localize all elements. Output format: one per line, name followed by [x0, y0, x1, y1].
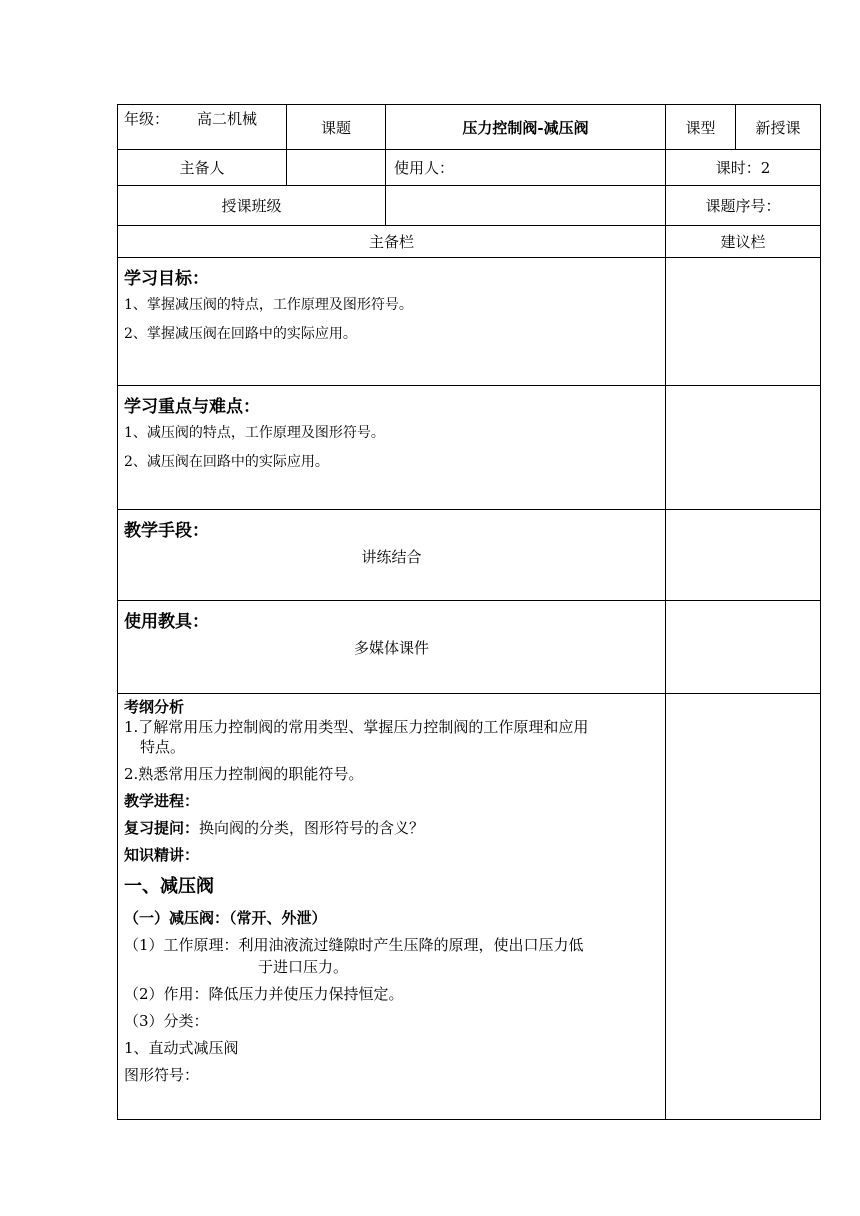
symbol-line: 图形符号：: [124, 1066, 200, 1084]
user-label: 使用人：: [386, 150, 666, 186]
key-point-item: 1、减压阀的特点，工作原理及图形符号。: [124, 425, 385, 441]
suggest-cell: [666, 258, 821, 386]
period-label: 课时：2: [666, 150, 821, 186]
suggest-cell: [666, 601, 821, 694]
preparer-row: [118, 150, 821, 186]
sub-title: （一）减压阀：（常开、外泄）: [124, 909, 327, 927]
function-line: （2）作用：降低压力并使压力保持恒定。: [124, 985, 404, 1003]
preparer-label: 主备人: [118, 150, 287, 186]
objective-item: 2、掌握减压阀在回路中的实际应用。: [124, 326, 357, 342]
key-points-row: [118, 386, 821, 510]
process-title: 教学进程：: [124, 792, 200, 810]
tools-title: 使用教具：: [124, 612, 209, 632]
column-header-row: [118, 226, 821, 258]
review-text: 换向阀的分类，图形符号的含义？: [199, 819, 425, 837]
topic-value: 压力控制阀-减压阀: [386, 105, 666, 150]
exam-item-2: 2.熟悉常用压力控制阀的职能符号。: [124, 765, 364, 783]
grade-value: 高二机械: [197, 110, 258, 128]
suggest-cell: [666, 510, 821, 601]
lesson-plan-table: [117, 104, 821, 1120]
classification-line: （3）分类：: [124, 1012, 209, 1030]
principle-line: （1）工作原理：利用油液流过缝隙时产生压降的原理，使出口压力低: [124, 936, 584, 954]
key-points-section: [118, 386, 666, 510]
objective-item: 1、掌握减压阀的特点，工作原理及图形符号。: [124, 297, 413, 313]
section-title: 一、减压阀: [124, 876, 214, 897]
objectives-row: [118, 258, 821, 386]
sequence-label: 课题序号：: [666, 186, 821, 226]
exam-item-1-cont: 特点。: [140, 738, 186, 756]
objectives-section: [118, 258, 666, 386]
objectives-title: 学习目标：: [124, 269, 209, 289]
suggest-cell: [666, 386, 821, 510]
header-row: [118, 105, 821, 150]
key-points-title: 学习重点与难点：: [124, 397, 260, 417]
key-point-item: 2、减压阀在回路中的实际应用。: [124, 454, 329, 470]
tools-section: [118, 601, 666, 694]
class-label: 授课班级: [118, 186, 386, 226]
grade-cell: [118, 105, 287, 150]
suggest-column-header: 建议栏: [666, 226, 821, 258]
means-row: [118, 510, 821, 601]
direct-acting-line: 1、直动式减压阀: [124, 1039, 239, 1057]
knowledge-title: 知识精讲：: [124, 846, 200, 864]
main-content: [118, 694, 666, 1120]
type-label: 课型: [666, 105, 736, 150]
review-label: 复习提问：: [124, 819, 200, 837]
review-line: [124, 818, 659, 838]
exam-title: 考纲分析: [124, 698, 185, 716]
principle-line-cont: 于进口压力。: [258, 958, 349, 976]
tools-row: [118, 601, 821, 694]
suggest-cell: [666, 694, 821, 1120]
main-content-row: [118, 694, 821, 1120]
tools-value: 多媒体课件: [353, 639, 429, 657]
topic-label: 课题: [287, 105, 386, 150]
type-value: 新授课: [736, 105, 821, 150]
preparer-value: [287, 150, 386, 186]
lesson-plan-sheet: [117, 104, 820, 1086]
grade-label: 年级：: [124, 110, 170, 128]
class-value: [386, 186, 666, 226]
means-value: 讲练结合: [361, 548, 422, 566]
exam-item-1: 1.了解常用压力控制阀的常用类型、掌握压力控制阀的工作原理和应用: [124, 718, 589, 736]
means-title: 教学手段：: [124, 521, 209, 541]
means-section: [118, 510, 666, 601]
main-column-header: 主备栏: [118, 226, 666, 258]
class-row: [118, 186, 821, 226]
